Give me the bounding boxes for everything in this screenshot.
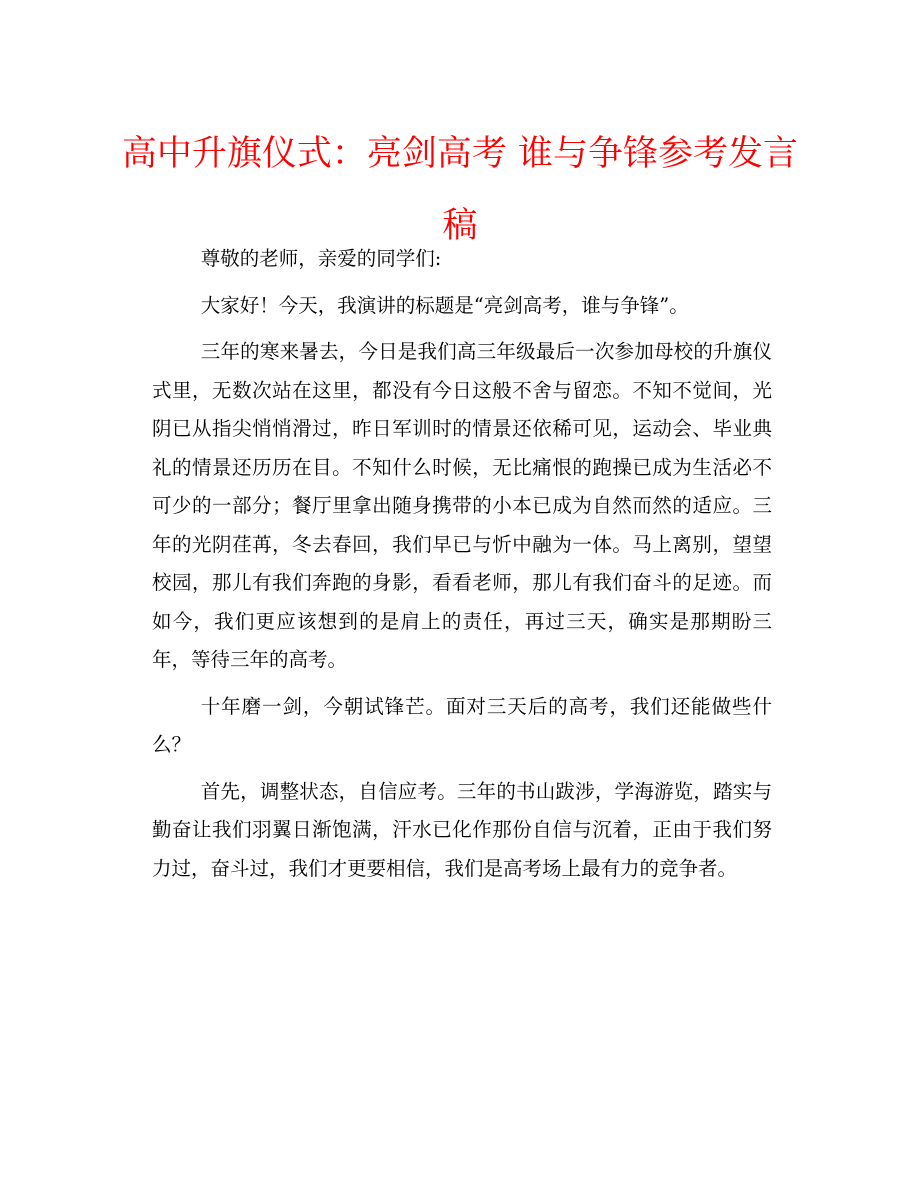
document-title: 高中升旗仪式：亮剑高考 谁与争锋参考发言稿 [121,134,799,246]
document-body [152,240,772,896]
paragraph-question: 十年磨一剑，今朝试锋芒。面对三天后的高考，我们还能做些什么？ [152,694,772,756]
paragraph-reflection: 三年的寒来暑去，今日是我们高三年级最后一次参加母校的升旗仪式里，无数次站在这里，都没有今日这般不舍与留恋。不知不觉间，光阴已从指尖悄悄滑过，昨日军训时的情景还依稀可见，运动会、毕业典礼的情景还历历在目。不知什么时候，无比痛恨的跑操已成为生活必不可少的一部分；餐厅里拿出随身携带的小本已成为自然而然的适应。三年的光阴荏苒，冬去春回，我们早已与忻中融为一体。马上离别，望望校园，那儿有我们奔跑的身影，看看老师，那儿有我们奋斗的足迹。而如今，我们更应该想到的是肩上的责任，再过三天，确实是那期盼三年，等待三年的高考。 [152,340,772,671]
paragraph-first-point: 首先，调整状态，自信应考。三年的书山跋涉，学海游览，踏实与勤奋让我们羽翼日渐饱满，汗水已化作那份自信与沉着，正由于我们努力过，奋斗过，我们才更要相信，我们是高考场上最有力的竞争者。 [152,779,772,880]
paragraph-opening: 大家好！今天，我演讲的标题是“亮剑高考，谁与争锋”。 [200,293,689,317]
paragraph-greeting: 尊敬的老师，亲爱的同学们: [200,247,442,270]
